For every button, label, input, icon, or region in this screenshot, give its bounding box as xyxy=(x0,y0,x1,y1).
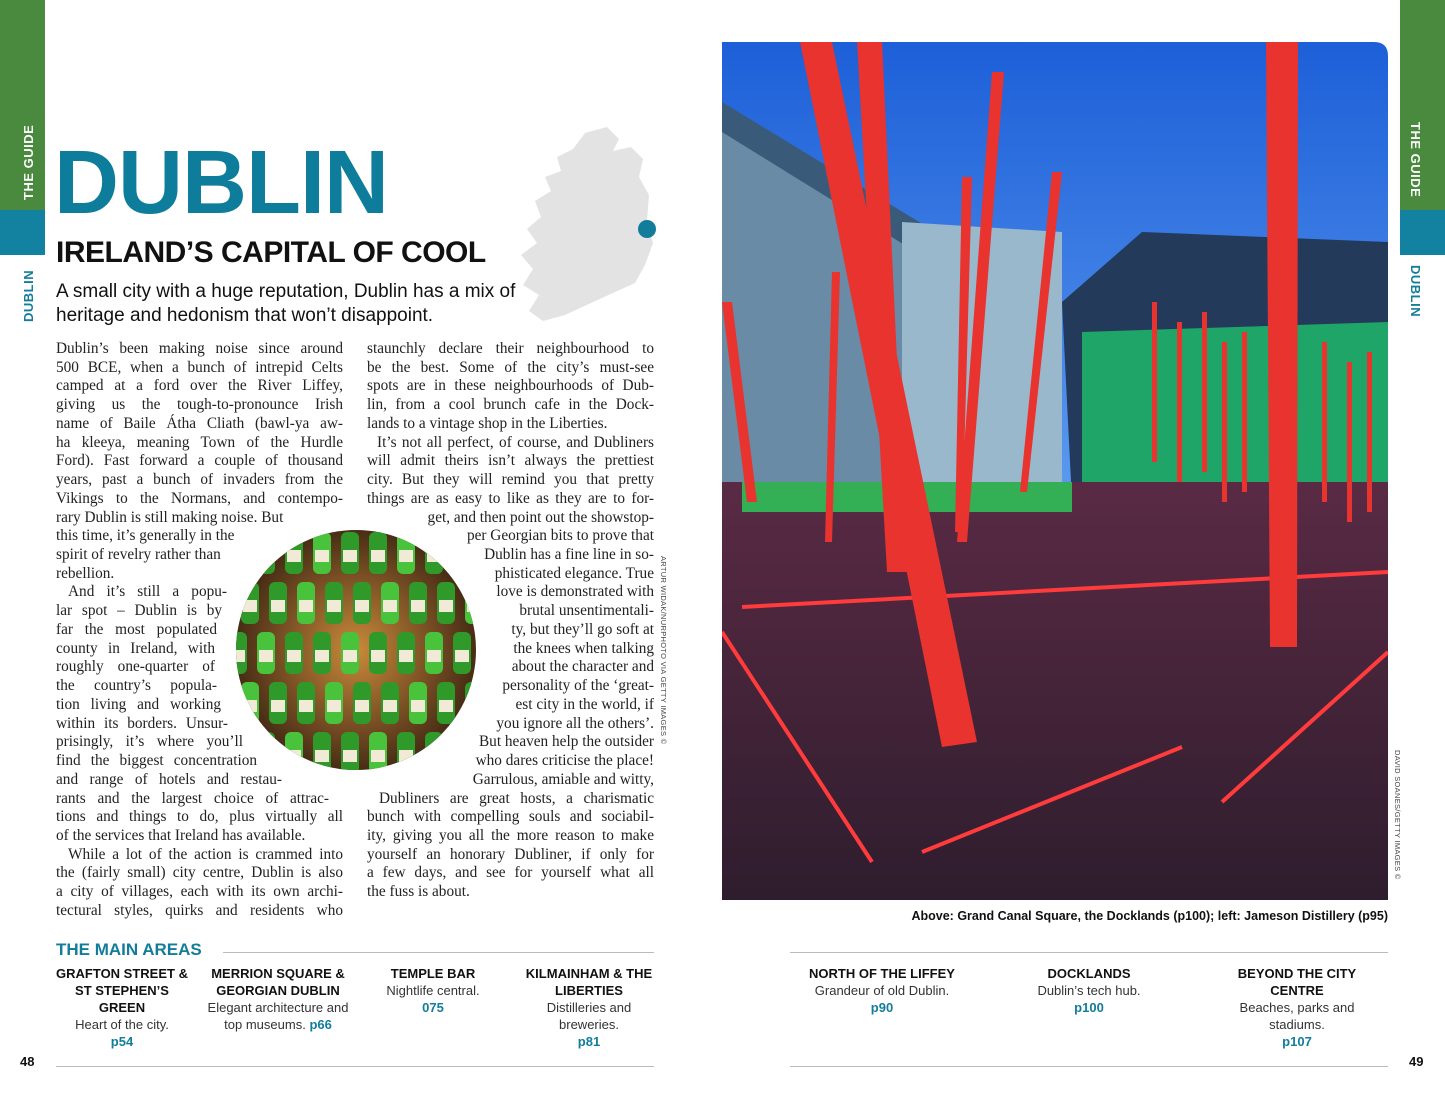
bottle-label-mark xyxy=(467,700,477,712)
bottle-label-mark xyxy=(235,550,245,562)
bottle-label-mark xyxy=(355,600,369,612)
side-tab-chapter-right xyxy=(1400,210,1445,255)
body-text-line: rants and the largest choice of attrac- xyxy=(56,789,329,807)
ireland-map xyxy=(515,125,675,330)
bottle-label-mark xyxy=(371,550,385,562)
body-text-line: giving us the tough-to-pronounce Irish xyxy=(56,396,343,414)
bottle-label-mark xyxy=(383,600,397,612)
body-text-line: city. But they will remind you that pretty xyxy=(367,471,654,489)
body-text-line: be the best. Some of the city’s must-see xyxy=(367,358,654,376)
side-tab-chapter-left xyxy=(0,210,45,255)
body-text-line: bunch with compelling souls and sociabil- xyxy=(367,808,654,826)
bottle-label-mark xyxy=(287,750,301,762)
area-description: Distilleries and breweries. xyxy=(546,1000,632,1032)
bottle-label-mark xyxy=(343,550,357,562)
area-name: TEMPLE BAR xyxy=(390,966,476,981)
pole-mark xyxy=(1242,332,1247,492)
bottle-label-mark xyxy=(327,700,341,712)
body-text-line: love is demonstrated with xyxy=(496,583,654,601)
area-item[interactable] xyxy=(198,965,358,1033)
pole-mark xyxy=(1322,342,1327,502)
inset-photo-credit: ARTUR WIDAK/NURPHOTO VIA GETTY IMAGES © xyxy=(659,556,668,745)
bottle-label-mark xyxy=(439,600,453,612)
bottle-label-mark xyxy=(287,550,301,562)
bottle-label-mark xyxy=(271,600,285,612)
bottle-label-mark xyxy=(235,750,245,762)
bottle-label-mark xyxy=(243,600,257,612)
body-text-line: name of Baile Átha Cliath (bawl-ya aw- xyxy=(56,414,343,432)
body-text-line: who dares criticise the place! xyxy=(475,752,654,770)
body-text-line: yourself an honorary Dubliner, if only for xyxy=(367,845,654,863)
area-name: DOCKLANDS xyxy=(1047,966,1131,981)
bottle-label-mark xyxy=(455,750,469,762)
area-description: Nightlife central. xyxy=(386,983,480,998)
footer-rule xyxy=(56,1066,654,1067)
body-text-line: ha kleeya, meaning Town of the Hurdle xyxy=(56,433,343,451)
body-text-line: the knees when talking xyxy=(513,639,654,657)
side-tab-guide-label-left: THE GUIDE xyxy=(21,124,36,200)
body-text-line: 500 BCE, when a bunch of intrepid Celts xyxy=(56,358,343,376)
body-text-line: ty, but they’ll go soft at xyxy=(511,620,654,638)
divider xyxy=(790,952,1388,953)
body-text-line: the fuss is about. xyxy=(367,883,470,901)
area-name: BEYOND THE CITY CENTRE xyxy=(1237,966,1357,998)
area-page-link[interactable]: p81 xyxy=(577,1034,601,1049)
body-text-line: est city in the world, if xyxy=(515,695,654,713)
area-page-link[interactable]: p90 xyxy=(870,1000,894,1015)
body-text-line: tion living and working xyxy=(56,695,221,713)
area-page-link[interactable]: p66 xyxy=(309,1017,332,1032)
area-item[interactable] xyxy=(802,965,962,1016)
area-name: NORTH OF THE LIFFEY xyxy=(809,966,955,981)
body-text-line: the country’s popula- xyxy=(56,677,217,695)
footer-rule xyxy=(790,1066,1388,1067)
area-name: GRAFTON STREET & ST STEPHEN’S GREEN xyxy=(56,966,188,1015)
bottle-label-mark xyxy=(259,650,273,662)
area-item[interactable] xyxy=(1217,965,1377,1050)
body-text-line: spots are in these neighbourhoods of Dub- xyxy=(367,377,654,395)
inset-photo-jameson-bottles xyxy=(235,528,477,772)
area-page-link[interactable]: p100 xyxy=(1074,1000,1104,1015)
side-tab-chapter-label-right: DUBLIN xyxy=(1408,265,1423,318)
body-text-line: personality of the ‘great- xyxy=(502,677,654,695)
body-text-line: phisticated elegance. True xyxy=(494,564,654,582)
dublin-location-dot xyxy=(638,220,656,238)
body-text-line: a city of villages, each with its own archi- xyxy=(56,883,343,901)
bottle-label-mark xyxy=(371,650,385,662)
body-text-line: It’s not all perfect, of course, and Dubliners xyxy=(377,433,654,451)
bottle-label-mark xyxy=(235,650,245,662)
area-description: Grandeur of old Dublin. xyxy=(814,983,950,998)
bottle-label-mark xyxy=(467,600,477,612)
area-item[interactable] xyxy=(524,965,654,1050)
body-text-line: will admit theirs isn’t always the prettiest xyxy=(367,452,654,470)
area-description: Heart of the city. xyxy=(75,1017,169,1032)
body-text-line: the (fairly small) city centre, Dublin is also xyxy=(56,864,343,882)
main-photo-credit: DAVID SOANES/GETTY IMAGES © xyxy=(1393,750,1402,880)
bottle-label-mark xyxy=(343,750,357,762)
bottle-label-mark xyxy=(259,550,273,562)
side-tab-chapter-label-left: DUBLIN xyxy=(21,269,36,322)
body-text-line: tions and things to do, plus virtually all xyxy=(56,808,343,826)
body-text-line: Ford). Fast forward a couple of thousand xyxy=(56,452,343,470)
bottle-mark xyxy=(425,532,443,574)
bottle-label-mark xyxy=(299,600,313,612)
body-text-line: camped at a ford over the River Liffey, xyxy=(56,377,343,395)
bottle-mark xyxy=(465,682,477,724)
bottle-label-mark xyxy=(315,550,329,562)
bottle-label-mark xyxy=(411,700,425,712)
bottle-label-mark xyxy=(399,650,413,662)
body-text-line: But heaven help the outsider xyxy=(478,733,654,751)
bottle-label-mark xyxy=(259,750,273,762)
bottle-label-mark xyxy=(427,750,441,762)
page-subtitle: IRELAND’S CAPITAL OF COOL xyxy=(56,236,486,269)
main-photo-grand-canal-square xyxy=(722,42,1388,900)
body-text-line: far the most populated xyxy=(56,620,217,638)
body-text-line: lands to a vintage shop in the Liberties. xyxy=(367,414,608,432)
page-number-left: 48 xyxy=(20,1054,35,1069)
body-text-line: staunchly declare their neighbourhood to xyxy=(367,340,654,357)
area-item[interactable] xyxy=(52,965,192,1050)
intro-text: A small city with a huge reputation, Dublin has a mix of heritage and hedonism that won’t disappoint. xyxy=(56,281,516,326)
area-description: Dublin’s tech hub. xyxy=(1037,983,1141,998)
bottle-label-mark xyxy=(455,650,469,662)
body-text-line: And it’s still a popu- xyxy=(68,583,227,601)
pole-mark xyxy=(1347,362,1352,522)
body-text-line: Vikings to the Normans, and contempo- xyxy=(56,489,343,507)
area-page-link[interactable]: p54 xyxy=(110,1034,134,1049)
bottle-label-mark xyxy=(427,550,441,562)
bottle-label-mark xyxy=(399,550,413,562)
area-page-link[interactable]: p107 xyxy=(1282,1034,1312,1049)
bottle-mark xyxy=(257,732,275,772)
bottle-label-mark xyxy=(411,600,425,612)
body-text-line: spirit of revelry rather than xyxy=(56,546,221,564)
bottle-label-mark xyxy=(455,550,469,562)
area-name: MERRION SQUARE & GEORGIAN DUBLIN xyxy=(211,966,345,998)
bottle-label-mark xyxy=(327,600,341,612)
area-item[interactable] xyxy=(353,965,513,1016)
body-text-line: and range of hotels and restau- xyxy=(56,770,282,788)
bottle-label-mark xyxy=(427,650,441,662)
body-text-line: lar spot – Dublin is by xyxy=(56,602,222,620)
area-item[interactable] xyxy=(1009,965,1169,1016)
photo-caption: Above: Grand Canal Square, the Docklands (p100); left: Jameson Distillery (p95) xyxy=(911,909,1388,923)
body-text-line: rary Dublin is still making noise. But xyxy=(56,508,284,526)
divider xyxy=(223,952,654,953)
pole-mark xyxy=(1177,322,1182,482)
body-text-line: county in Ireland, with xyxy=(56,639,215,657)
area-description: Elegant architecture and top museums. xyxy=(207,1000,349,1032)
area-page-link[interactable]: 075 xyxy=(422,1000,444,1015)
body-text-line: rebellion. xyxy=(56,564,115,582)
body-text-line: per Georgian bits to prove that xyxy=(466,527,654,545)
bottle-mark xyxy=(425,732,443,772)
bottle-mark xyxy=(453,732,471,772)
body-text-line: Garrulous, amiable and witty, xyxy=(472,770,654,788)
pole-mark xyxy=(1222,342,1227,502)
area-description: Beaches, parks and stadiums. xyxy=(1239,1000,1355,1032)
body-text-line: you ignore all the others’. xyxy=(496,714,654,732)
bottle-label-mark xyxy=(355,700,369,712)
side-tab-guide-label-right: THE GUIDE xyxy=(1408,122,1423,198)
bottle-label-mark xyxy=(315,650,329,662)
bottle-label-mark xyxy=(271,700,285,712)
pole-mark xyxy=(1202,312,1207,472)
bottle-mark xyxy=(465,582,477,624)
bottle-mark xyxy=(257,532,275,574)
body-text-line: Dublin’s been making noise since around xyxy=(56,340,343,357)
body-text-line: a few days, and see for yourself what all xyxy=(367,864,654,882)
bottle-label-mark xyxy=(383,700,397,712)
body-text-line: lin, from a cool brunch cafe in the Dock- xyxy=(367,396,654,414)
bottle-mark xyxy=(453,532,471,574)
body-text-line: While a lot of the action is crammed into xyxy=(68,845,343,863)
bottle-label-mark xyxy=(371,750,385,762)
bottle-label-mark xyxy=(287,650,301,662)
bottle-label-mark xyxy=(315,750,329,762)
bottle-label-mark xyxy=(439,700,453,712)
body-text-line: prisingly, it’s where you’ll xyxy=(56,733,243,751)
body-text-line: Dubliners are great hosts, a charismatic xyxy=(379,789,654,807)
body-text-line: within its borders. Unsur- xyxy=(56,714,228,732)
body-text-line: of the services that Ireland has available. xyxy=(56,826,306,844)
main-areas-title: THE MAIN AREAS xyxy=(56,940,202,959)
body-text-line: about the character and xyxy=(511,658,654,676)
pole-mark xyxy=(1367,352,1372,512)
bottle-mark xyxy=(235,532,247,574)
body-text-line: get, and then point out the showstop- xyxy=(427,508,654,526)
bottle-label-mark xyxy=(299,700,313,712)
bottle-label-mark xyxy=(399,750,413,762)
body-text-line: roughly one-quarter of xyxy=(56,658,215,676)
body-text-line: tectural styles, quirks and residents who xyxy=(56,901,343,919)
body-text-line: things are as easy to like as they are to for- xyxy=(367,489,654,507)
page-title: DUBLIN xyxy=(54,133,388,233)
body-text-line: find the biggest concentration xyxy=(56,752,257,770)
area-name: KILMAINHAM & THE LIBERTIES xyxy=(525,966,653,998)
pole-mark xyxy=(1152,302,1157,462)
body-text-line: this time, it’s generally in the xyxy=(56,527,235,545)
page-number-right: 49 xyxy=(1409,1054,1424,1069)
body-text-line: ity, giving you all the more reason to make xyxy=(367,826,654,844)
bottle-label-mark xyxy=(243,700,257,712)
bottle-mark xyxy=(235,732,247,772)
body-text-line: Dublin has a fine line in so- xyxy=(484,546,654,564)
bottle-label-mark xyxy=(343,650,357,662)
body-text-line: years, past a bunch of invaders from the xyxy=(56,471,343,489)
body-text-line: brutal unsentimentali- xyxy=(519,602,654,620)
